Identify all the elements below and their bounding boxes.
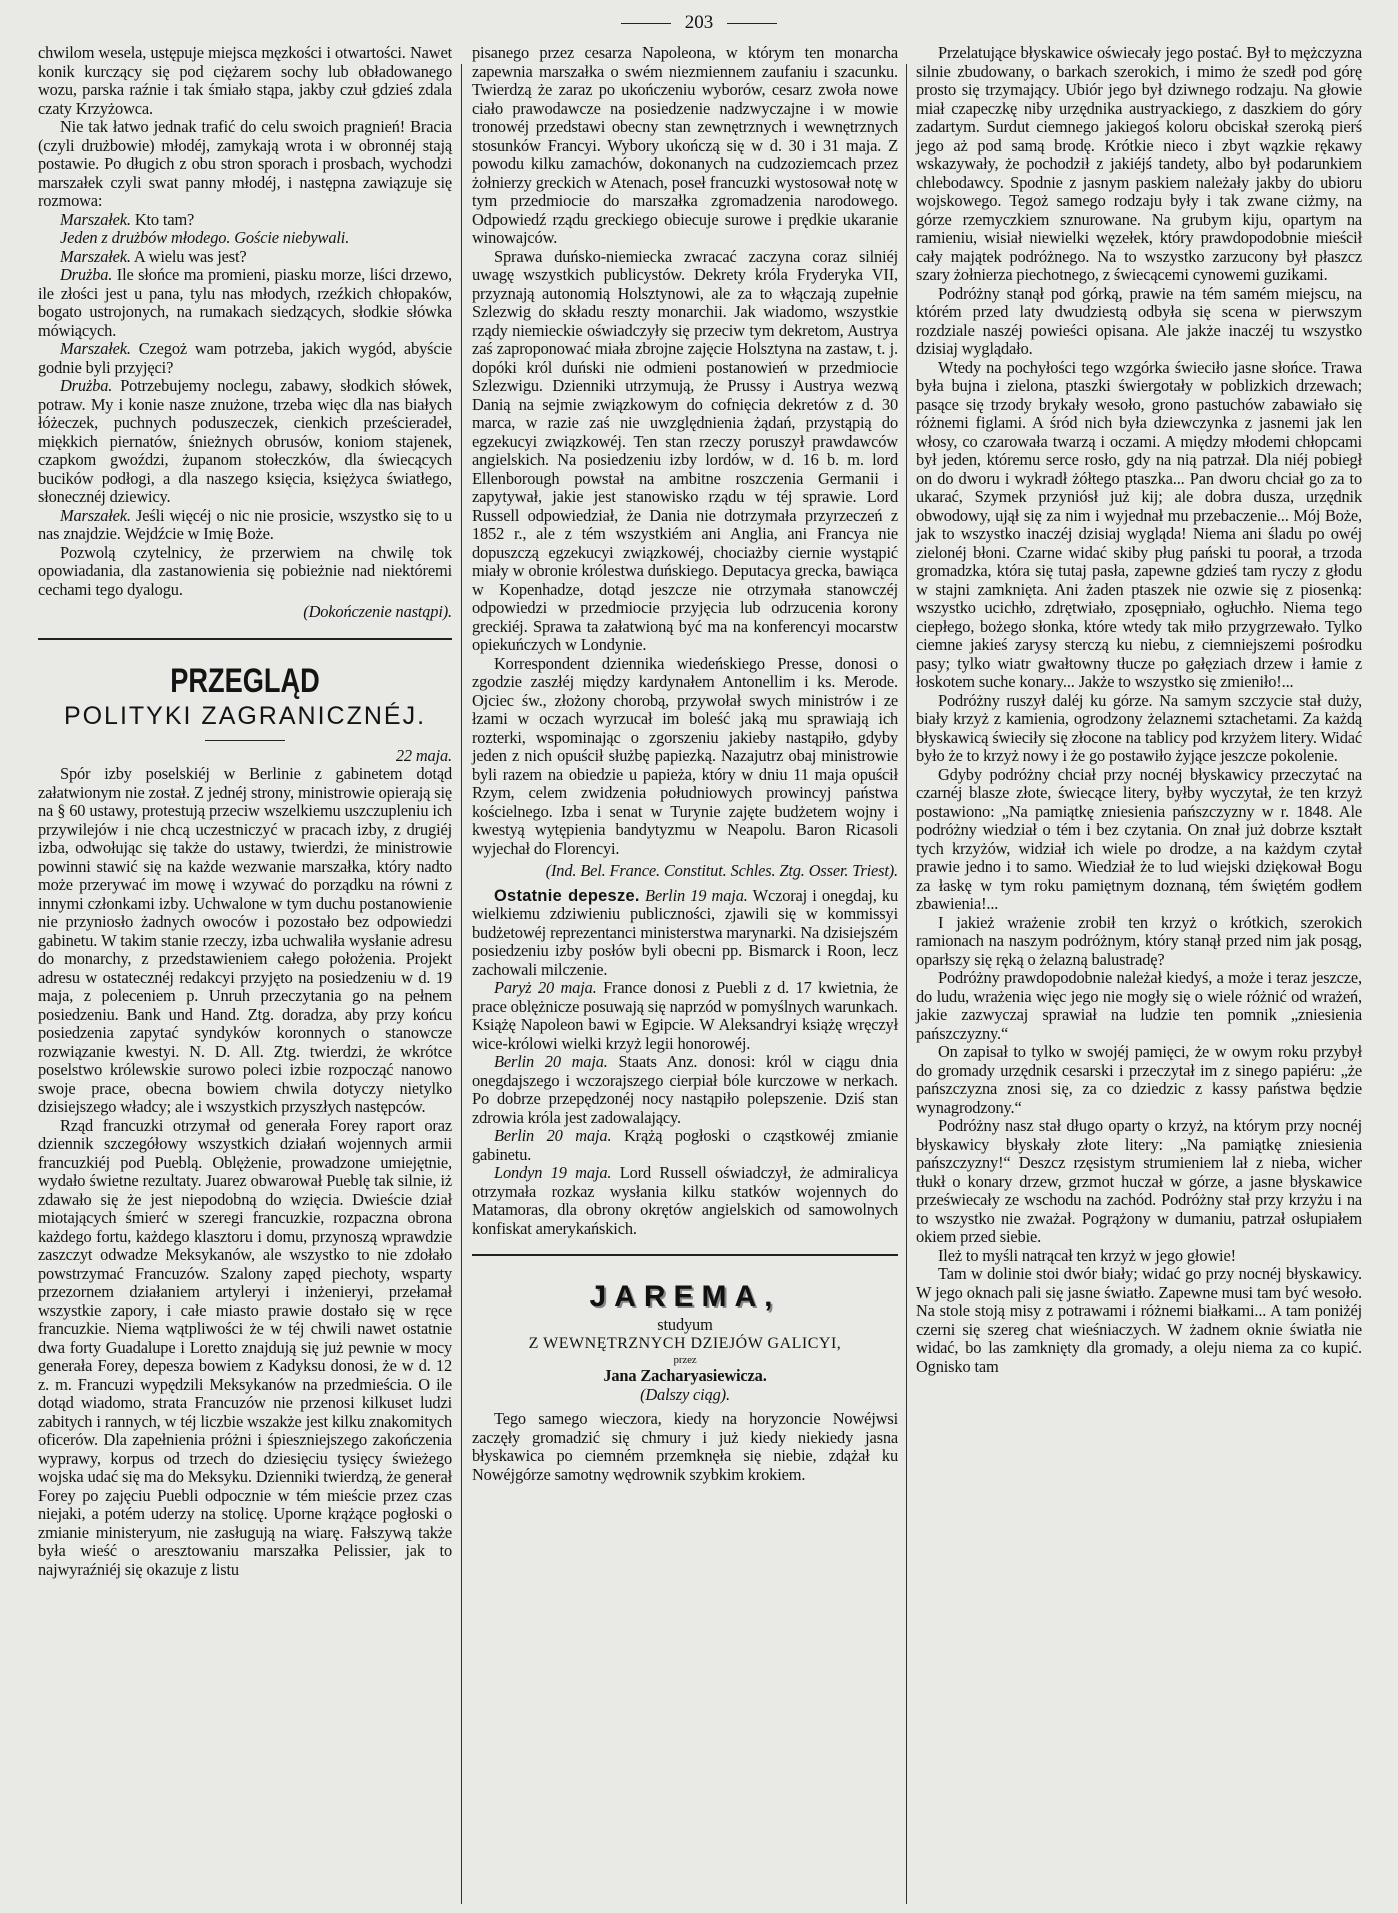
paragraph-lead: Drużba. <box>60 265 113 284</box>
title-rule <box>205 740 285 741</box>
paragraph-lead: Marszałek. <box>60 209 131 229</box>
paragraph-text: A wielu was jest? <box>130 246 247 266</box>
paragraph <box>916 1043 1362 1117</box>
paragraph <box>38 377 452 507</box>
paragraph-text: Podróżny prawdopodobnie należał kiedyś, a może i teraz jeszcze, do ludu, wrażenia więc jego nie mogły się o wiele różnić od wrażeń, jakie zazwyczaj sprawiał na ludzie ten pomnik „zniesienia pańszczyzny.“ <box>916 968 1362 1043</box>
paragraph-text: Wtedy na pochyłości tego wzgórka świeciło jasne słońce. Trawa była bujna i zielona, ptaszki świergotały w poblizkich drzewach; pasące się trzody brykały wesoło, grono pastuchów zabawiało się różnemi figlami. A śród nich była dziewczynka z jasnemi jak len włosy, co czarowała twarzą i oczami. A między młodemi chłopcami był jeden, któremu serce rosło, gdy na nią patrzał. Dla niéj pobiegł on do dworu i wykradł żółtego ptaszka... Pan dworu chciał go za to ukarać, Szymek przyniósł już kij; ale dobra dusza, urzędnik obwodowy, ujął się za nim i wyjednał mu przebaczenie... Mój Boże, jak to wszystko inaczéj dzisiaj wygląda! Niema ani śladu po owéj zielonéj błoni. Czarne widać skiby pług pański tu poorał, a trzoda gromadzka, która się tutaj pasła, zapewne gdzieś tam ryczy z głodu w stajni zamknięta. Ani żaden ptaszek nie ozwie się z piosenką: wszystko ucichło, zdrętwiało, zposępniało, ogłuchło. Niema tego ciepłego, bożego słonka, które wtedy tak miło przygrzewało. Tylko ciemne jakieś zarysy sterczą ku niebu, z ciemniejszemi pośrodku pasy; tylko wiatr gwałtowny tłucze po gałęziach drzew i łamie z łoskotem suche konary... Jakże to wszystko się zmieniło!... <box>916 357 1362 691</box>
paragraph <box>916 969 1362 1043</box>
dispatch-place-date: Berlin 20 maja. <box>494 1052 608 1071</box>
novel-genre: studyum <box>657 1315 713 1334</box>
foreign-review <box>38 765 452 1579</box>
paragraph <box>472 1164 898 1238</box>
column-2 <box>472 44 898 1484</box>
paragraph <box>472 1127 898 1164</box>
paragraph-text: Staats Anz. donosi: król w ciągu dnia onegdajszego i wczorajszego cierpiał bóle kurczowe w nerkach. Po dobrze przepędzonéj nocy nastąpiło polepszenie. Dziś stan zdrowia króla jest zadowalający. <box>472 1052 898 1127</box>
column-1 <box>38 44 452 1579</box>
paragraph-text: Potrzebujemy noclegu, zabawy, słodkich słówek, potraw. My i konie nasze znużone, trzeba więc dla nas białych łóżeczek, puchnych poduszeczek, cienkich prześcieradeł, miękkich piernatów, śnieżnych obrusów, koniom stajenek, czapkom gwoździ, żupanom stołeczków, dla świecących bucików podłogi, a dla naszego księcia, księżyca światłego, słonecznéj dziewicy. <box>38 376 452 506</box>
paragraph <box>38 765 452 1117</box>
paragraph <box>472 1053 898 1127</box>
paragraph <box>38 44 452 118</box>
dispatch-place-date: Berlin 19 maja. <box>639 885 748 905</box>
novel-opening: Tego samego wieczora, kiedy na horyzoncie Nowéjwsi zaczęły gromadzić się chmury i już kiedy niekiedy jasna błyskawica po ciemném przemknęła się niebie, zdążał ku Nowéjgórze samotny wędrownik szybkim krokiem. <box>472 1409 898 1484</box>
paragraph-text: pisanego przez cesarza Napoleona, w którym ten monarcha zapewnia marszałka o swém niezmiennem zaufaniu i szacunku. Twierdzą że zaraz po ukończeniu wyborów, cesarz zwoła nowe ciało prawodawcze na posiedzenie nadzwyczajne i w mowie tronowéj przedstawi obecny stan zewnętrznych i wewnętrznych stosunków Francyi. Wybory ukończą się w d. 30 i 31 maja. Z powodu kilku zamachów, dokonanych na cudzoziemcach przez żołnierzy greckich w Atenach, poseł francuzki wystosował notę w tym przedmiocie do marszałka zgromadzenia narodowego. Odpowiedź rządu greckiego obiecuje surowe i prędkie ukaranie winowajców. <box>472 43 898 247</box>
to-be-continued: (Dokończenie nastąpi). <box>303 602 452 621</box>
paragraph <box>916 1247 1362 1266</box>
paragraph <box>38 118 452 211</box>
paragraph <box>916 285 1362 359</box>
paragraph-text: Kto tam? <box>130 209 195 229</box>
paragraph-text: Czegoż wam potrzeba, jakich wygód, abyście godnie byli przyjęci? <box>38 339 452 377</box>
paragraph-text: Lord Russell oświadczył, że admiralicya otrzymała rozkaz wysłania kilku statków wojennych do Matamoras, dla obrony okrętów angielskich od samowolnych konfiskat amerykańskich. <box>472 1163 899 1238</box>
paragraph-text: Przelatujące błyskawice oświecały jego postać. Był to mężczyzna silnie zbudowany, o barkach szerokich, i mimo że szedł pod górę prosto się trzymający. Ubiór jego był dziwnego rodzaju. Na głowie miał czapeczkę niby urzędnika austryackiego, z daszkiem do góry zadartym. Surdut ciemnego jakiegoś koloru obciskał szeroką pierś jego aż pod samą brodę. Krótkie nieco i zbyt wązkie rękawy wskazywały, że pochodził z jakiéjś tandety, albo był podarunkiem chlebodawcy. Spodnie z jasnym paskiem należały jakby do ubioru wojskowego. Tegoż samego rodzaju były i tak zwane ciżmy, na górze rzemyczkiem sznurowane. Na grubym kiju, opartym na ramieniu, wisiał niewielki węzełek, który prawdopodobnie mieścił cały majątek podróżnego. Na to wszystko zarzucony był płaszcz szary żołnierza piechotnego, z świecącemi cynowemi guzikami. <box>916 43 1362 284</box>
sources-line: (Ind. Bel. France. Constitut. Schles. Ztg. Osser. Triest). <box>545 861 898 880</box>
latest-dispatches <box>472 887 898 1239</box>
dateline: 22 maja. <box>395 745 452 765</box>
paragraph-text: Podróżny nasz stał długo oparty o krzyż, na którym przy nocnéj błyskawicy błyskały złote litery: „Na pamiątkę zniesienia pańszczyzny!“ Deszcz rzęsistym strumieniem lał z nieba, wicher tłukł o konary drzew, grzmot huczał w górze, a jasne błyskawice przeświecały ze wschodu na zachód. Podróżny stał przy krzyżu i na to wszystko nie zważał. Pogrążony w dumaniu, patrzał osłupiałem okiem przed siebie. <box>916 1116 1362 1246</box>
paragraph <box>38 507 452 544</box>
dispatch-place-date: Berlin 20 maja. <box>494 1126 612 1145</box>
paragraph <box>38 229 452 248</box>
paragraph <box>916 1117 1362 1247</box>
paragraph <box>38 211 452 230</box>
paragraph-text: Sprawa duńsko-niemiecka zwracać zaczyna coraz silniéj uwagę wszystkich publicystów. Dekrety króla Fryderyka VII, przyznają autonomią Holsztynowi, ale za to włączają zupełnie Szlezwig do składu reszty monarchii. Jak wiadomo, wszystkie rządy niemieckie oświadczyły się przeciw tym dekretom, Austrya zaś zaproponować miała zbrojne zajęcie Holsztyna na zastaw, t. j. dopóki król duński nie odmieni postanowień w przedmiocie Szlezwigu. Dzienniki utrzymują, że Prussy i Austrya wezwą Danią na sejmie związkowym do cofnięcia dekretów z d. 30 marca, w razie zaś nie uwzględnienia żądań, przystąpią do egzekucyi związkowéj. Ten stan rzeczy poruszył prawdawców angielskich. Na posiedzeniu izby lordów, w d. 16 b. m. lord Ellenborough powstał na ambitne roszczenia Germanii i zapytywał, jakie jest stanowisko rządu w téj sprawie. Lord Russell odpowiedział, że Dania nie dotrzymała przyrzeczeń z 1852 r., ale z tém wszystkiém ani Anglia, ani Francya nie dopuszczą egzekucyi związkowéj, chociażby ciernie wystąpić miały w obronie królestwa duńskiego. Deputacya grecka, bawiąca w Kopenhadze, dotąd jeszcze nie otrzymała stanowczéj odpowiedzi w przedmiocie przyjęcia lub odrzucenia korony greckiéj. Sprawa ta załatwioną być ma na konferencyi mocarstw opiekuńczych w Londynie. <box>472 246 898 654</box>
paragraph <box>916 914 1362 970</box>
paragraph-text: Podróżny stanął pod górką, prawie na tém samém miejscu, na którém przed laty dwudziestą odbyła się scena w pierwszym rozdziale naszéj powieści opisana. Ale jakże inaczéj tu wszystko dzisiaj wyglądało. <box>916 283 1362 358</box>
paragraph-text: Krążą pogłoski o cząstkowéj zmianie gabinetu. <box>472 1126 898 1164</box>
section-divider <box>38 638 452 640</box>
paragraph <box>916 44 1362 285</box>
paragraph-lead: Marszałek. <box>60 505 131 525</box>
paragraph <box>472 248 898 655</box>
column-divider <box>906 64 907 1904</box>
paragraph-text: Podróżny ruszył daléj ku górze. Na samym szczycie stał duży, biały krzyż z kamienia, ogrodzony żelaznemi sztachetami. Za każdą błyskawicą świeciły się złocone na tablicy pod krzyżem litery. Widać było że to krzyż nowy i że go postawiło żyjące jeszcze pokolenie. <box>916 690 1362 765</box>
paragraph-lead: Jeden z drużbów młodego. Goście niebywali. <box>60 228 350 247</box>
page-number-text: 203 <box>684 12 714 33</box>
section-subtitle: POLITYKI ZAGRANICZNÉJ. <box>63 701 427 730</box>
paragraph <box>472 979 898 1053</box>
paragraph-text: Gdyby podróżny chciał przy nocnéj błyskawicy przeczytać na czarnéj blasze złote, świecące litery, byłby wyczytał, że ten krzyż postawiono: „Na pamiątkę zniesienia pańszczyzny w r. 1848. Ale podróżny wiedział o tém i bez czytania. On znał już dobrze kształt tych krzyżów, widział ich wiele po drodze, a na każdym czytał prawie jedno i to samo. Wiedział że to lud wiejski dziękował Bogu za łaskę w tym roku pamiętnym doznaną, tém świętém godłem zbawienia!... <box>916 764 1362 913</box>
section-title: PRZEGLĄD <box>170 661 320 700</box>
novel-continued: (Dalszy ciąg). <box>640 1384 730 1404</box>
paragraph-text: Rząd francuzki otrzymał od generała Forey raport oraz dziennik szczegółowy wszystkich działań wojennych armii francuzkiéj pod Pueblą. Oblężenie, prowadzone umiejętnie, wydało świetne rezultaty. Juarez obwarował Pueblę tak silnie, iż zdawało się że jest niepodobną do wzięcia. Dwieście dział miotających śmierć w szeregi francuzkie, rozpaczna obrona każdego fortu, każdego klasztoru i domu, przynoszą wprawdzie zaszczyt odwadze Meksykanów, ale wszystko to nie zdołało powstrzymać Francuzów. Szalony zapęd piechoty, wsparty przezornem działaniem artyleryi i inżenieryi, przełamał wszystkie zapory, i całe miasto prawie dostało się w ręce francuzkie. Niema wątpliwości że w téj chwili nawet ostatnie dwa forty Guadalupe i Loretto znajdują się już pewnie w mocy generała Forey, depesza bowiem z Kadyksu donosi, że w d. 12 z. m. Francuzi wypędzili Meksykanów na przedmieścia. O ile dotąd wiadomo, strata Francuzów nie przenosi kilkuset ludzi zabitych i rannych, w téj liczbie wszakże jest kilku znakomitych oficerów. Dla zapełnienia próżni i śpieszniejszego zakończenia wyprawy, korpus od trzech do dziesięciu tysięcy świeżego wojska udać się ma do Meksyku. Dzienniki twierdzą, że generał Forey po zajęciu Puebli odpocznie w tém mieście przez czas niejaki, a potém uderzy na stolicę. Uporne krążące pogłoski o zmianie ministeryum, nie zasługują na wiarę. Fałszywą także była wieść o aresztowaniu marszałka Pelissier, jak to najwyraźniéj się okazuje z listu <box>38 1115 452 1579</box>
paragraph <box>38 248 452 267</box>
paragraph-text: France donosi z Puebli z d. 17 kwietnia, że prace oblężnicze posuwają się naprzód w pomyślnych warunkach. Książę Napoleon bawi w Egipcie. W Aleksandryi książę wręczył wice-królowi wielki krzyż legii honorowéj. <box>472 978 898 1053</box>
paragraph-text: Ile słońce ma promieni, piasku morze, liści drzewo, ile złości jest u pana, tylu nas młodych, rzeźkich chłopaków, bogato ustrojonych, na rumakach siedzących, słodkie słówka mówiących. <box>38 265 452 340</box>
column-divider <box>461 64 462 1904</box>
paragraph-text: Wczoraj i onegdaj, ku wielkiemu zdziwieniu publiczności, zjawili się w kommissyi budżetowéj reprezentanci ministerstwa marynarki. Na dzisiejszém posiedzeniu izby posłów byli obecni pp. Bismarck i Roon, lecz zachowali milczenie. <box>472 885 899 979</box>
paragraph-text: I jakież wrażenie zrobił ten krzyż o krótkich, szerokich ramionach na naszym podróżnym, który stanął przed nim jak posąg, oparłszy się ręką o żelazną balustradę? <box>916 912 1362 969</box>
paragraph <box>472 655 898 859</box>
novel-title: JAREMA, <box>589 1280 781 1313</box>
paragraph-text: On zapisał to tylko w swojéj pamięci, że w owym roku przybył do gromady urzędnik cesarski i przeczytał im z sinego papiéru: „że pańszczyzna znosi się, za co dziedzic z kassy państwa będzie wynagrodzony.“ <box>916 1042 1362 1117</box>
paragraph-lead: Marszałek. <box>60 339 131 358</box>
paragraph <box>38 1117 452 1580</box>
paragraph-text: Spór izby poselskiéj w Berlinie z gabinetem dotąd załatwionym nie został. Z jednéj strony, ministrowie opierają się na § 60 ustawy, protestują przeciw wszelkiemu uszczupleniu ich przywilejów i nie chcą uczestniczyć w pracach izby, z drugiéj izba, odwołując się także do ustawy, twierdzi, że ministrowie powinni stawić się na każde wezwanie marszałka, który nadto może przerywać im mowę i wzywać do porządku na równi z innymi członkami izby. Uchwalone w tym duchu postanowienie nie przyniosło żadnych owoców i pozostało bez odpowiedzi gabinetu. W takim stanie rzeczy, izba uchwaliła wysłanie adresu do monarchy, z przedstawieniem całego położenia. Projekt adresu w ostatecznéj redakcyi przyjęto na posiedzeniu w d. 19 maja, z poleceniem p. Unruh przeczytania go na pełnem posiedzeniu. Bank und Hand. Ztg. doradza, aby przy końcu posiedzenia zapytać syndyków koronnych o stanowcze rozwiązanie kwestyi. N. D. All. Ztg. twierdzi, że wkrótce poselstwo królewskie surowo poleci izbie rozpocząć nanowo swoje prace, obecna bowiem chwila dotyczy nietylko dzisiejszego władcy; ale i wszystkich przyszłych następców. <box>38 764 452 1116</box>
paragraph-text: Tam w dolinie stoi dwór biały; widać go przy nocnéj błyskawicy. W jego oknach pali się jasne światło. Zapewne musi tam być wesoło. Na stole stoją misy z potrawami i różnemi białkami... A tam poniżéj czerni się szereg chat wieśniaczych. W żadnem oknie światła nie widać, bo las zamknięty dla gromady, a oleju niema za co kupić. Ognisko tam <box>916 1264 1362 1376</box>
paragraph <box>916 766 1362 914</box>
novel-author: Jana Zacharyasiewicza. <box>603 1366 767 1385</box>
novel-subtitle: Z WEWNĘTRZNYCH DZIEJÓW GALICYI, <box>528 1334 842 1352</box>
paragraph <box>38 340 452 377</box>
paragraph-text: chwilom wesela, ustępuje miejsca męzkości i otwartości. Nawet konik kurczący się pod ciężarem sochy lub obładowanego wozu, parska raźnie i tak śmiało stąpa, jakby czuł gdzieś zdala czaty Krzyżowca. <box>38 43 452 118</box>
section-divider <box>472 1254 898 1256</box>
paragraph <box>38 544 452 600</box>
paragraph-lead: Marszałek. <box>60 246 131 266</box>
page-number <box>0 12 1398 34</box>
paragraph <box>916 1265 1362 1376</box>
paragraph-text: Ileż to myśli natrącał ten krzyż w jego głowie! <box>938 1245 1236 1265</box>
paragraph-lead: Drużba. <box>60 376 113 395</box>
paragraph <box>38 266 452 340</box>
paragraph-text: Pozwolą czytelnicy, że przerwiem na chwilę tok opowiadania, dla zastanowienia się pobieżnie nad niektóremi cechami tego dyalogu. <box>38 542 452 599</box>
paragraph <box>916 692 1362 766</box>
novel-by: przez <box>673 1354 697 1366</box>
paragraph-lead: Ostatnie depesze. <box>494 886 640 905</box>
paragraph-text: Korrespondent dziennika wiedeńskiego Presse, donosi o zgodzie zaszłéj między kardynałem Antonellim i ks. Merode. Ojciec św., złożony chorobą, przywołał swych ministrów i ze łzami w oczach wyrzucał im boleść jaką mu sprawiają ich rozterki, wspominając o zgorszeniu jakieby nastąpiło, gdyby jeden z nich opuścił służbę papiezką. Nazajutrz obaj ministrowie byli razem na obiedzie u papieża, który w dniu 11 maja opuścił Rzym, celem zwidzenia południowych prowincyj państwa kościelnego. Izba i senat w Turynie zajęte budżetem wojny i kwestyą wytępienia bandytyzmu w Neapolu. Baron Ricasoli wyjechał do Florencyi. <box>472 653 898 858</box>
paragraph <box>472 44 898 248</box>
paragraph <box>472 887 898 980</box>
paragraph <box>916 359 1362 692</box>
paragraph-text: Jeśli więcéj o nic nie prosicie, wszystko się to u nas znajdzie. Wejdźcie w Imię Boże. <box>38 505 452 543</box>
paragraph-text: Nie tak łatwo jednak trafić do celu swoich pragnień! Bracia (czyli drużbowie) młodéj, zamykają wrota i w obronnéj stają postawie. Po długich z obu stron sporach i prosbach, wychodzi marszałek czyli swat panny młodéj, i następna zawiązuje się rozmowa: <box>38 117 452 210</box>
dispatch-place-date: Paryż 20 maja. <box>494 978 597 997</box>
foreign-review-cont <box>472 44 898 858</box>
story-continuation <box>38 44 452 599</box>
dispatch-place-date: Londyn 19 maja. <box>494 1163 612 1182</box>
novel-text <box>916 44 1362 1376</box>
column-3 <box>916 44 1362 1376</box>
